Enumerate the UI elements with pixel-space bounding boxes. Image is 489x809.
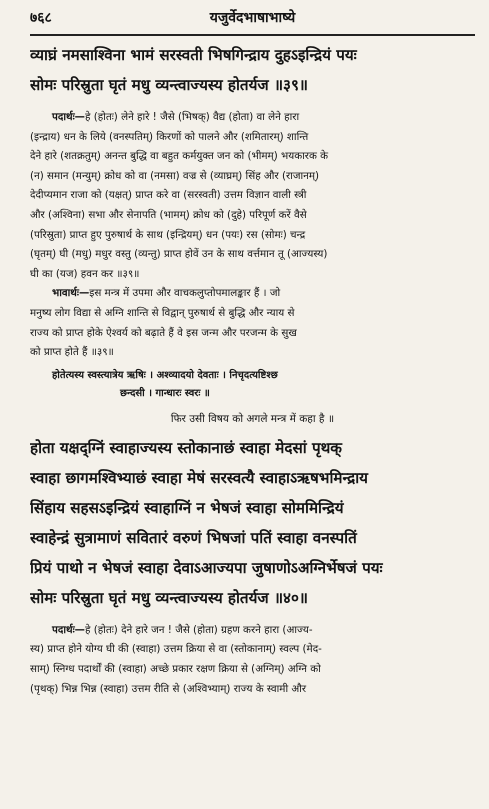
padartha-39	[30, 108, 475, 284]
mantra-line: स्वाहेन्द्रं सुत्रामाणं सवितारं वरुणं भिषजां पतिं स्वाहा वनस्पतिं	[30, 528, 357, 547]
commentary-line: राज्य को प्राप्त होके ऐश्वर्य को बढ़ाते हैं वे इस जन्म और परजन्म के सुख	[30, 326, 297, 339]
commentary-line: इस मन्त्र में उपमा और वाचकलुप्तोपमालङ्कार हैं । जो	[89, 287, 281, 300]
padartha-label: पदार्थः—	[52, 111, 85, 123]
mantra-line: सिंहाय सहसऽइन्द्रियं स्वाहाग्निं न भेषजं स्वाहा सोममिन्द्रियं	[30, 498, 344, 517]
mantra-line: सोमः परिस्रुता घृतं मधु व्यन्त्वाज्यस्य होतर्यज ॥३९॥	[30, 76, 308, 94]
mantra-40	[30, 433, 475, 613]
mantra-39	[30, 40, 475, 100]
rishi-devata-line	[30, 367, 475, 403]
running-title: यजुर्वेदभाषाभाष्ये	[209, 9, 296, 26]
padartha-40	[30, 621, 475, 699]
page-header	[30, 0, 475, 34]
commentary-line: (इन्द्राय) धन के लिये (वनस्पतिम्) किरणों को पालने और (शमितारम्) शान्ति	[30, 130, 309, 143]
commentary-line: देने हारे (शतक्रतुम्) अनन्त बुद्धि वा बहुत कर्मयुक्त जन को (भीमम्) भयकारक के	[30, 150, 329, 163]
commentary-line: घी का (यज) हवन कर ॥३९॥	[30, 267, 140, 280]
mantra-line: सोमः परिस्रुता घृतं मधु व्यन्त्वाज्यस्य होतर्यज ॥४०॥	[30, 588, 308, 607]
commentary-line: (परिस्रुता) प्राप्त हुए पुरुषार्थ के साथ (इन्द्रियम्) धन (पयः) रस (सोमः) चन्द्र	[30, 228, 306, 241]
mantra-intro: फिर उसी विषय को अगले मन्त्र में कहा है ॥	[170, 412, 335, 425]
commentary-line: हे (होतः) देने हारे जन ! जैसे (होता) ग्रहण करने हारा (आज्य-	[84, 623, 313, 636]
padartha-label: पदार्थः—	[52, 623, 85, 636]
commentary-line: (न) समान (मन्युम्) क्रोध को वा (नमसा) वज्र से (व्याघ्रम्) सिंह और (राजानम्)	[30, 169, 320, 182]
commentary-line: (पृथक्) भिन्न भिन्न (स्वाहा) उत्तम रीति से (अश्विभ्याम्) राज्य के स्वामी और	[30, 682, 307, 695]
commentary-line: देदीप्यमान राजा को (यक्षत्) प्राप्त करे वा (सरस्वती) उत्तम विज्ञान वाली स्त्री	[30, 189, 307, 202]
mantra-line: स्वाहा छागमश्विभ्याछं स्वाहा मेषं सरस्वत्यै स्वाहाऽऋषभमिन्द्राय	[30, 468, 368, 487]
commentary-line: (घृतम्) घी (मधु) मधुर वस्तु (व्यन्तु) प्राप्त होवें उन के साथ वर्त्तमान तू (आज्यस्य)	[30, 248, 328, 261]
mantra-line: व्याघ्रं नमसाश्विना भामं सरस्वती भिषगिन्द्राय दुहऽइन्द्रियं पयः	[30, 46, 357, 64]
commentary-line: साम्) स्निग्ध पदार्थों की (स्वाहा) अच्छे प्रकार रक्षण क्रिया से (अग्निम्) अग्नि को	[30, 662, 321, 675]
page-number: ७६८	[30, 9, 52, 26]
commentary-line: हे (होतः) लेने हारे ! जैसे (भिषक्) वैद्य (होता) वा लेने हारा	[84, 111, 300, 123]
commentary-line: को प्राप्त होते हैं ॥३९॥	[30, 346, 114, 359]
mantra-line: प्रियं पाथो न भेषजं स्वाहा देवाऽआज्यपा जुषाणोऽअग्निर्भेषजं पयः	[30, 558, 383, 577]
mantra-line: होता यक्षद्ग्निं स्वाहाज्यस्य स्तोकानाछं स्वाहा मेदसां पृथक्	[30, 438, 342, 457]
commentary-line: मनुष्य लोग विद्या से अग्नि शान्ति से विद्वान् पुरुषार्थ से बुद्धि और न्याय से	[30, 306, 295, 319]
commentary-line: और (अश्विना) सभा और सेनापति (भामम्) क्रोध को (दुहे) परिपूर्ण करें वैसे	[30, 208, 307, 221]
header-rule	[30, 34, 475, 36]
commentary-line: स्य) प्राप्त होने योग्य घी की (स्वाहा) उत्तम क्रिया से वा (स्तोकानाम्) स्वल्प (मेद-	[30, 643, 322, 656]
bhavartha-39	[30, 284, 475, 362]
bhavartha-label: भावार्थः—	[52, 287, 90, 300]
meta-line: छन्दसी । गान्धारः स्वरः ॥	[120, 387, 210, 399]
meta-line: होतेत्यस्य स्वस्त्यात्रेय ऋषिः । अश्व्यादयो देवताः । निचृदत्यष्टिश्छ	[52, 369, 278, 381]
